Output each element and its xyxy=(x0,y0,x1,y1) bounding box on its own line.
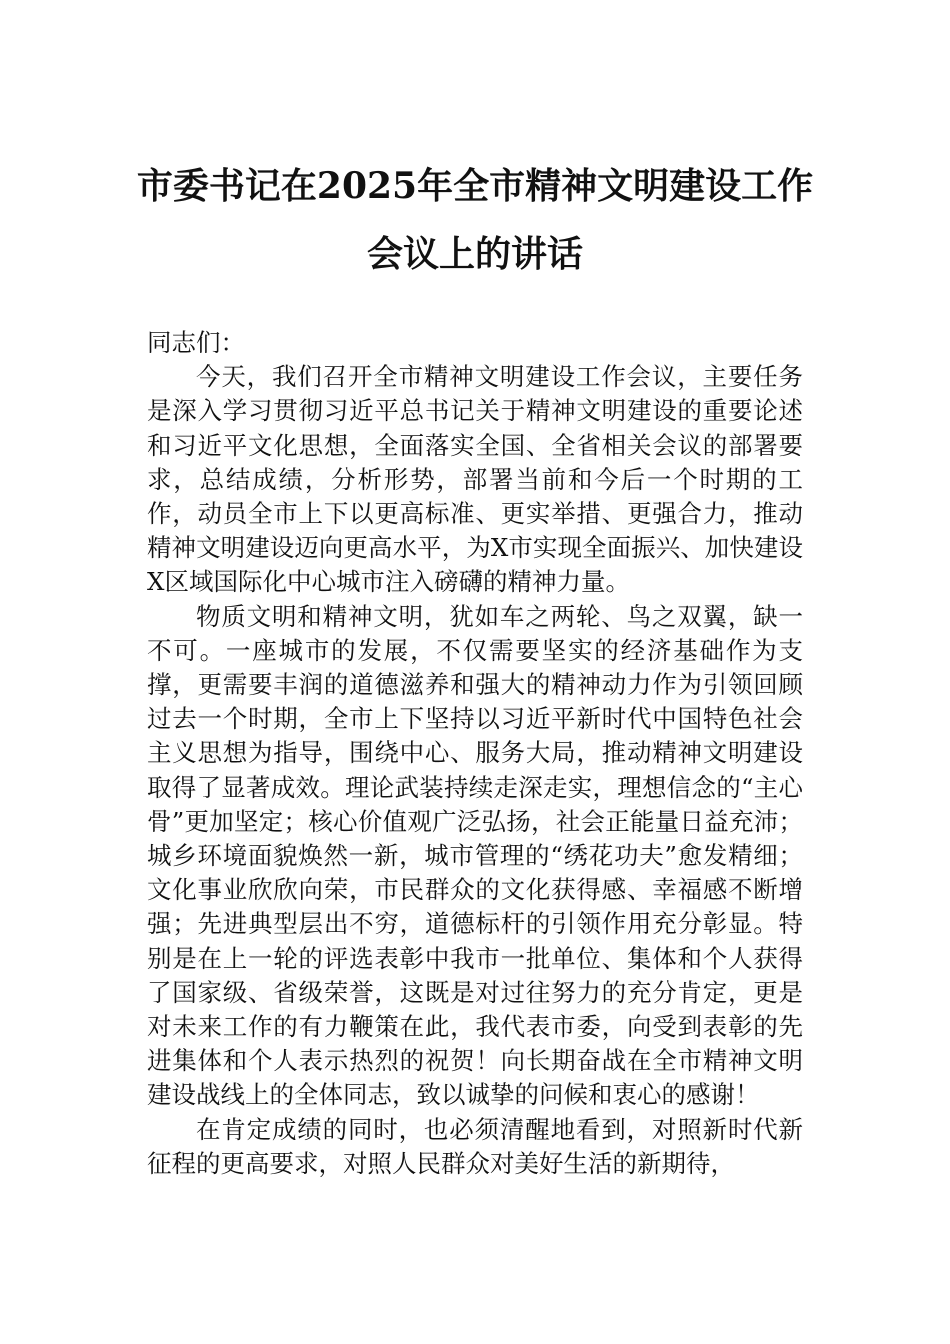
paragraph-opening: 今天，我们召开全市精神文明建设工作会议，主要任务是深入学习贯彻习近平总书记关于精神文明建设的重要论述和习近平文化思想，全面落实全国、全省相关会议的部署要求，总结成绩，分析形势，部署当前和今后一个时期的工作，动员全市上下以更高标准、更实举措、更强合力，推动精神文明建设迈向更高水平，为X市实现全面振兴、加快建设X区域国际化中心城市注入磅礴的精神力量。 xyxy=(147,362,803,597)
paragraph-achievements: 物质文明和精神文明，犹如车之两轮、鸟之双翼，缺一不可。一座城市的发展，不仅需要坚实的经济基础作为支撑，更需要丰润的道德滋养和强大的精神动力作为引领回顾过去一个时期，全市上下坚持以习近平新时代中国特色社会主义思想为指导，围绕中心、服务大局，推动精神文明建设取得了显著成效。理论武装持续走深走实，理想信念的“主心骨”更加坚定；核心价值观广泛弘扬，社会正能量日益充沛；城乡环境面貌焕然一新，城市管理的“绣花功夫”愈发精细；文化事业欣欣向荣，市民群众的文化获得感、幸福感不断增强；先进典型层出不穷，道德标杆的引领作用充分彰显。特别是在上一轮的评选表彰中我市一批单位、集体和个人获得了国家级、省级荣誉，这既是对过往努力的充分肯定，更是对未来工作的有力鞭策在此，我代表市委，向受到表彰的先进集体和个人表示热烈的祝贺！向长期奋战在全市精神文明建设战线上的全体同志，致以诚挚的问候和衷心的感谢！ xyxy=(147,601,803,1110)
paragraph-challenges: 在肯定成绩的同时，也必须清醒地看到，对照新时代新征程的更高要求，对照人民群众对美好生活的新期待， xyxy=(147,1114,803,1178)
salutation: 同志们： xyxy=(147,328,245,357)
document-body xyxy=(147,326,803,1181)
document-title-line-1: 市委书记在2025年全市精神文明建设工作 xyxy=(136,165,814,207)
document-title-line-2: 会议上的讲话 xyxy=(366,233,583,275)
